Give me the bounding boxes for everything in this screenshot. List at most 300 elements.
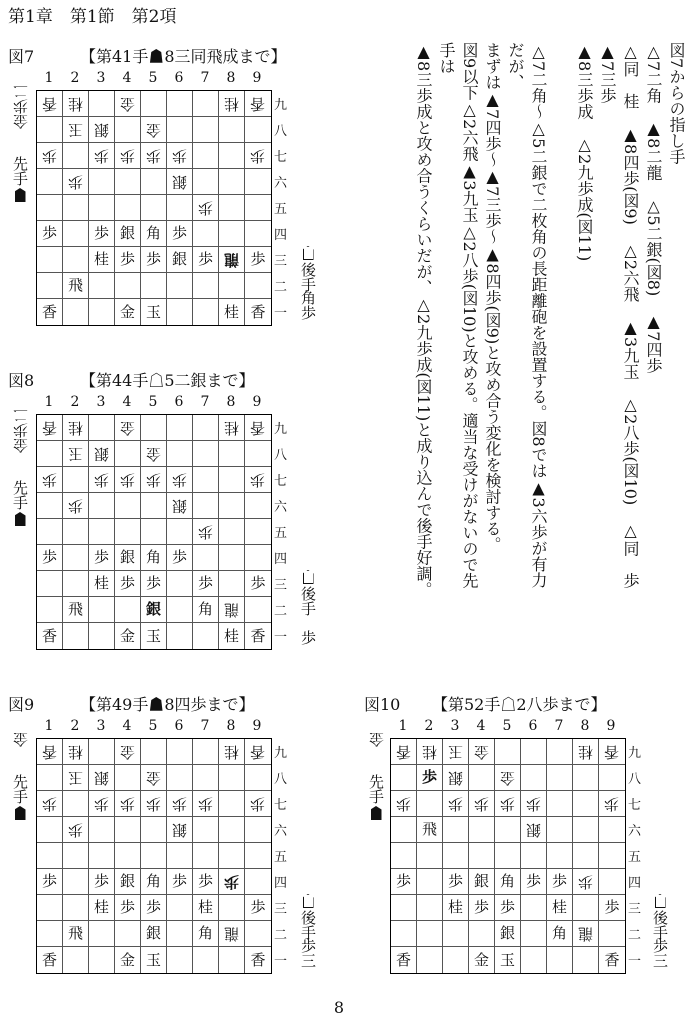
board-square bbox=[115, 169, 141, 195]
board-square bbox=[89, 519, 115, 545]
shogi-piece: 銀 bbox=[119, 872, 135, 890]
shogi-piece: 歩 bbox=[473, 898, 489, 916]
file-number: 5 bbox=[148, 718, 158, 734]
board-square bbox=[193, 947, 219, 973]
shogi-piece: 歩 bbox=[197, 872, 213, 890]
board-square bbox=[63, 415, 89, 441]
file-number: 4 bbox=[122, 394, 132, 410]
top-hand bbox=[366, 732, 387, 747]
file-number: 8 bbox=[580, 718, 590, 734]
shogi-piece: 桂 bbox=[551, 898, 567, 916]
figure-caption: 【第41手☗8三同飛成まで】 bbox=[80, 47, 287, 66]
board-square bbox=[141, 765, 167, 791]
board-square bbox=[521, 843, 547, 869]
sente-hand-label: 先手 bbox=[10, 774, 31, 820]
board-square bbox=[391, 921, 417, 947]
shogi-piece: 銀 bbox=[171, 497, 187, 515]
shogi-piece: 玉 bbox=[67, 769, 83, 787]
shogi-piece: 香 bbox=[41, 302, 57, 321]
board-square bbox=[219, 765, 245, 791]
sente-mark-icon bbox=[15, 512, 26, 526]
file-number: 8 bbox=[226, 394, 236, 410]
board-square bbox=[115, 415, 141, 441]
file-number: 9 bbox=[606, 718, 616, 734]
gote-hand-pieces: 歩 bbox=[299, 630, 317, 645]
shogi-piece: 歩 bbox=[145, 574, 161, 592]
board-square bbox=[167, 169, 193, 195]
rank-number: 五 bbox=[274, 201, 288, 217]
board-square bbox=[89, 791, 115, 817]
board-square bbox=[37, 467, 63, 493]
board-square bbox=[469, 921, 495, 947]
board-square bbox=[141, 143, 167, 169]
shogi-piece: 銀 bbox=[171, 250, 187, 268]
board-square bbox=[37, 221, 63, 247]
shogi-piece: 桂 bbox=[93, 574, 109, 592]
rank-number: 七 bbox=[274, 473, 288, 489]
shogi-piece: 金 bbox=[119, 626, 135, 645]
board-square bbox=[141, 623, 167, 649]
board-square bbox=[37, 195, 63, 221]
board-square bbox=[193, 597, 219, 623]
diagram-7 bbox=[8, 44, 338, 334]
board-square bbox=[245, 117, 271, 143]
board-square bbox=[141, 921, 167, 947]
board-square bbox=[167, 947, 193, 973]
board-square bbox=[219, 169, 245, 195]
board-square bbox=[141, 869, 167, 895]
file-number: 7 bbox=[200, 70, 210, 86]
board-square bbox=[573, 869, 599, 895]
rank-number: 九 bbox=[274, 421, 288, 437]
board-square bbox=[63, 467, 89, 493]
board-square bbox=[219, 247, 245, 273]
file-numbers bbox=[36, 394, 270, 410]
file-number: 2 bbox=[70, 394, 80, 410]
board-square bbox=[115, 519, 141, 545]
board-square bbox=[521, 869, 547, 895]
board-square bbox=[89, 91, 115, 117]
board-square bbox=[245, 765, 271, 791]
board-square bbox=[245, 221, 271, 247]
board-square bbox=[37, 441, 63, 467]
shogi-piece: 玉 bbox=[67, 445, 83, 463]
board-square bbox=[37, 299, 63, 325]
rank-number: 七 bbox=[274, 149, 288, 165]
board-square bbox=[219, 441, 245, 467]
board-square bbox=[573, 947, 599, 973]
shogi-piece: 香 bbox=[604, 950, 620, 969]
board-square bbox=[219, 895, 245, 921]
board-square bbox=[141, 91, 167, 117]
shogi-piece: 香 bbox=[250, 950, 266, 969]
board-square bbox=[63, 791, 89, 817]
board-square bbox=[167, 843, 193, 869]
file-numbers bbox=[36, 70, 270, 86]
board-square bbox=[89, 299, 115, 325]
rank-number: 八 bbox=[274, 447, 288, 463]
top-hand bbox=[10, 84, 31, 129]
board-square bbox=[141, 545, 167, 571]
shogi-piece: 歩 bbox=[604, 795, 620, 813]
board-square bbox=[495, 817, 521, 843]
rank-number: 四 bbox=[628, 875, 642, 891]
shogi-piece: 銀 bbox=[447, 769, 463, 787]
shogi-piece: 桂 bbox=[197, 898, 213, 916]
file-number: 4 bbox=[476, 718, 486, 734]
board-square bbox=[63, 623, 89, 649]
board-square bbox=[219, 493, 245, 519]
shogi-piece: 角 bbox=[145, 224, 161, 242]
board-square bbox=[495, 739, 521, 765]
shogi-piece: 角 bbox=[499, 872, 515, 890]
board-square bbox=[469, 817, 495, 843]
board-square bbox=[63, 117, 89, 143]
board-square bbox=[167, 545, 193, 571]
shogi-piece: 玉 bbox=[145, 626, 161, 645]
board-square bbox=[89, 441, 115, 467]
shogi-piece: 香 bbox=[41, 950, 57, 969]
board-square bbox=[573, 765, 599, 791]
shogi-piece: 歩 bbox=[250, 574, 266, 592]
shogi-piece: 香 bbox=[604, 743, 620, 761]
board-square bbox=[193, 117, 219, 143]
shogi-piece: 金 bbox=[145, 769, 161, 787]
shogi-piece: 歩 bbox=[447, 795, 463, 813]
board-square bbox=[599, 791, 625, 817]
diagram-9 bbox=[8, 692, 338, 982]
rank-number: 五 bbox=[274, 849, 288, 865]
board-square bbox=[193, 169, 219, 195]
board-square bbox=[115, 247, 141, 273]
board-square bbox=[245, 947, 271, 973]
shogi-piece: 金 bbox=[473, 743, 489, 761]
board-square bbox=[599, 739, 625, 765]
board-square bbox=[417, 895, 443, 921]
shogi-piece: 歩 bbox=[41, 471, 57, 489]
board-square bbox=[245, 441, 271, 467]
board-square bbox=[599, 817, 625, 843]
board-square bbox=[89, 169, 115, 195]
rank-number: 五 bbox=[628, 849, 642, 865]
shogi-piece: 金 bbox=[119, 950, 135, 969]
page-number: 8 bbox=[333, 998, 345, 1017]
figure-caption: 【第52手☖2八歩まで】 bbox=[432, 695, 607, 714]
rank-numbers bbox=[628, 738, 641, 972]
board-square bbox=[141, 221, 167, 247]
shogi-piece: 歩 bbox=[551, 872, 567, 890]
board-square bbox=[443, 869, 469, 895]
rank-number: 四 bbox=[274, 227, 288, 243]
rank-number: 二 bbox=[628, 927, 642, 943]
shogi-piece: 飛 bbox=[67, 276, 83, 294]
board-square bbox=[495, 791, 521, 817]
board-square bbox=[219, 415, 245, 441]
shogi-piece: 金 bbox=[499, 769, 515, 787]
board-square bbox=[167, 571, 193, 597]
board-square bbox=[219, 843, 245, 869]
board-square bbox=[89, 143, 115, 169]
text-line: △7二角 ▲8二龍 △5二銀(図8) ▲7四歩 bbox=[644, 42, 663, 374]
board-square bbox=[573, 895, 599, 921]
board-square bbox=[63, 441, 89, 467]
shogi-piece: 歩 bbox=[145, 147, 161, 165]
board-square bbox=[219, 791, 245, 817]
top-hand-pieces: 金歩二 bbox=[12, 408, 30, 453]
figure-label: 図7 bbox=[8, 47, 35, 66]
shogi-piece: 歩 bbox=[223, 873, 239, 891]
board-square bbox=[599, 947, 625, 973]
board-square bbox=[115, 117, 141, 143]
board-square bbox=[391, 817, 417, 843]
shogi-piece: 桂 bbox=[67, 95, 83, 113]
shogi-piece: 銀 bbox=[93, 121, 109, 139]
rank-number: 一 bbox=[628, 953, 642, 969]
sente-hand-label: 先手 bbox=[10, 156, 31, 202]
rank-number: 八 bbox=[274, 771, 288, 787]
file-number: 6 bbox=[528, 718, 538, 734]
board-square bbox=[193, 739, 219, 765]
rank-number: 二 bbox=[274, 279, 288, 295]
board-square bbox=[245, 143, 271, 169]
board-square bbox=[417, 869, 443, 895]
shogi-piece: 玉 bbox=[145, 950, 161, 969]
board-square bbox=[495, 765, 521, 791]
board-square bbox=[245, 299, 271, 325]
gote-hand-label: 後手 bbox=[298, 570, 319, 616]
text-line: 図7からの指し手 bbox=[667, 42, 686, 165]
rank-number: 八 bbox=[628, 771, 642, 787]
board-square bbox=[141, 791, 167, 817]
shogi-piece: 歩 bbox=[145, 898, 161, 916]
file-number: 8 bbox=[226, 70, 236, 86]
board-square bbox=[167, 195, 193, 221]
board-square bbox=[167, 221, 193, 247]
file-numbers bbox=[36, 718, 270, 734]
board-square bbox=[219, 519, 245, 545]
shogi-piece: 香 bbox=[250, 302, 266, 321]
board-square bbox=[193, 195, 219, 221]
board-square bbox=[167, 623, 193, 649]
board-square bbox=[89, 273, 115, 299]
file-number: 5 bbox=[502, 718, 512, 734]
board-square bbox=[115, 91, 141, 117]
board-square bbox=[245, 843, 271, 869]
file-number: 7 bbox=[554, 718, 564, 734]
board-square bbox=[63, 519, 89, 545]
shogi-piece: 角 bbox=[145, 548, 161, 566]
board-square bbox=[193, 493, 219, 519]
board-square bbox=[63, 571, 89, 597]
file-number: 9 bbox=[252, 70, 262, 86]
board-square bbox=[167, 739, 193, 765]
board-square bbox=[521, 739, 547, 765]
board-square bbox=[469, 791, 495, 817]
board-square bbox=[219, 869, 245, 895]
rank-number: 一 bbox=[274, 305, 288, 321]
shogi-piece: 歩 bbox=[499, 795, 515, 813]
board-square bbox=[521, 895, 547, 921]
board-square bbox=[193, 895, 219, 921]
rank-number: 九 bbox=[274, 745, 288, 761]
shogi-board bbox=[36, 90, 272, 326]
shogi-piece: 桂 bbox=[93, 898, 109, 916]
board-square bbox=[167, 247, 193, 273]
shogi-piece: 歩 bbox=[395, 872, 411, 890]
shogi-piece: 歩 bbox=[171, 147, 187, 165]
board-square bbox=[37, 273, 63, 299]
board-square bbox=[219, 571, 245, 597]
board-square bbox=[245, 597, 271, 623]
board-square bbox=[37, 169, 63, 195]
text-line: ▲8三歩成 △2九歩成(図11) bbox=[575, 42, 594, 262]
board-square bbox=[115, 869, 141, 895]
rank-number: 六 bbox=[274, 823, 288, 839]
board-square bbox=[193, 415, 219, 441]
board-square bbox=[193, 791, 219, 817]
shogi-piece: 龍 bbox=[577, 925, 593, 943]
board-square bbox=[547, 895, 573, 921]
top-hand bbox=[10, 408, 31, 453]
board-square bbox=[37, 117, 63, 143]
board-square bbox=[391, 765, 417, 791]
board-square bbox=[115, 493, 141, 519]
shogi-piece: 歩 bbox=[525, 872, 541, 890]
board-square bbox=[245, 623, 271, 649]
figure-label: 図8 bbox=[8, 371, 35, 390]
board-square bbox=[63, 195, 89, 221]
shogi-piece: 金 bbox=[119, 95, 135, 113]
board-square bbox=[547, 765, 573, 791]
board-square bbox=[89, 247, 115, 273]
board-square bbox=[417, 843, 443, 869]
board-square bbox=[141, 169, 167, 195]
file-number: 2 bbox=[70, 718, 80, 734]
shogi-piece: 歩 bbox=[93, 147, 109, 165]
figure-caption: 【第44手☖5二銀まで】 bbox=[80, 371, 255, 390]
board-square bbox=[547, 817, 573, 843]
board-square bbox=[37, 545, 63, 571]
gote-hand-label: 後手 bbox=[650, 894, 671, 940]
board-square bbox=[37, 597, 63, 623]
shogi-piece: 桂 bbox=[67, 419, 83, 437]
board-square bbox=[245, 895, 271, 921]
file-number: 9 bbox=[252, 394, 262, 410]
rank-number: 九 bbox=[628, 745, 642, 761]
board-square bbox=[245, 739, 271, 765]
shogi-board bbox=[36, 738, 272, 974]
board-square bbox=[193, 571, 219, 597]
board-square bbox=[245, 91, 271, 117]
shogi-piece: 香 bbox=[395, 950, 411, 969]
shogi-piece: 香 bbox=[395, 743, 411, 761]
board-square bbox=[37, 519, 63, 545]
board-square bbox=[547, 739, 573, 765]
file-number: 3 bbox=[96, 394, 106, 410]
shogi-piece: 歩 bbox=[93, 872, 109, 890]
board-square bbox=[115, 571, 141, 597]
shogi-piece: 歩 bbox=[197, 523, 213, 541]
rank-number: 六 bbox=[274, 175, 288, 191]
shogi-board bbox=[390, 738, 626, 974]
file-number: 3 bbox=[450, 718, 460, 734]
board-square bbox=[245, 571, 271, 597]
shogi-piece: 銀 bbox=[473, 872, 489, 890]
board-square bbox=[63, 739, 89, 765]
board-square bbox=[63, 921, 89, 947]
shogi-piece: 香 bbox=[250, 95, 266, 113]
shogi-piece: 歩 bbox=[67, 497, 83, 515]
board-square bbox=[89, 623, 115, 649]
shogi-piece: 飛 bbox=[67, 924, 83, 942]
board-square bbox=[193, 545, 219, 571]
text-line: ▲8三歩成と攻め合うくらいだが、△2九歩成(図11)と成り込んで後手好調。 bbox=[414, 42, 433, 598]
board-square bbox=[167, 415, 193, 441]
board-square bbox=[167, 299, 193, 325]
board-square bbox=[391, 791, 417, 817]
board-square bbox=[521, 921, 547, 947]
board-square bbox=[469, 843, 495, 869]
shogi-piece: 銀 bbox=[93, 445, 109, 463]
shogi-piece: 歩 bbox=[67, 821, 83, 839]
text-line bbox=[550, 42, 573, 602]
commentary-text bbox=[412, 42, 688, 605]
board-square bbox=[193, 921, 219, 947]
shogi-piece: 玉 bbox=[67, 121, 83, 139]
shogi-piece: 歩 bbox=[250, 147, 266, 165]
board-square bbox=[89, 921, 115, 947]
board-square bbox=[469, 869, 495, 895]
board-square bbox=[37, 869, 63, 895]
top-hand-pieces: 金 bbox=[12, 732, 30, 747]
shogi-piece: 歩 bbox=[197, 199, 213, 217]
shogi-piece: 歩 bbox=[250, 250, 266, 268]
shogi-piece: 歩 bbox=[197, 574, 213, 592]
board-square bbox=[573, 817, 599, 843]
board-square bbox=[37, 765, 63, 791]
board-square bbox=[167, 869, 193, 895]
rank-numbers bbox=[274, 738, 287, 972]
shogi-piece: 歩 bbox=[171, 872, 187, 890]
shogi-piece: 香 bbox=[41, 743, 57, 761]
shogi-piece: 歩 bbox=[447, 872, 463, 890]
board-square bbox=[245, 467, 271, 493]
board-square bbox=[63, 895, 89, 921]
board-square bbox=[443, 921, 469, 947]
board-square bbox=[37, 415, 63, 441]
board-square bbox=[495, 921, 521, 947]
shogi-piece: 金 bbox=[145, 121, 161, 139]
top-hand bbox=[10, 732, 31, 747]
board-square bbox=[141, 817, 167, 843]
file-number: 7 bbox=[200, 394, 210, 410]
shogi-piece: 歩 bbox=[145, 250, 161, 268]
board-square bbox=[115, 545, 141, 571]
board-square bbox=[219, 597, 245, 623]
rank-number: 七 bbox=[274, 797, 288, 813]
shogi-piece: 銀 bbox=[171, 821, 187, 839]
board-square bbox=[115, 467, 141, 493]
board-square bbox=[89, 869, 115, 895]
board-square bbox=[443, 791, 469, 817]
board-square bbox=[443, 843, 469, 869]
shogi-piece: 歩 bbox=[93, 795, 109, 813]
board-square bbox=[219, 817, 245, 843]
sente-mark-icon bbox=[15, 806, 26, 820]
board-square bbox=[219, 739, 245, 765]
board-square bbox=[417, 817, 443, 843]
rank-numbers bbox=[274, 90, 287, 324]
